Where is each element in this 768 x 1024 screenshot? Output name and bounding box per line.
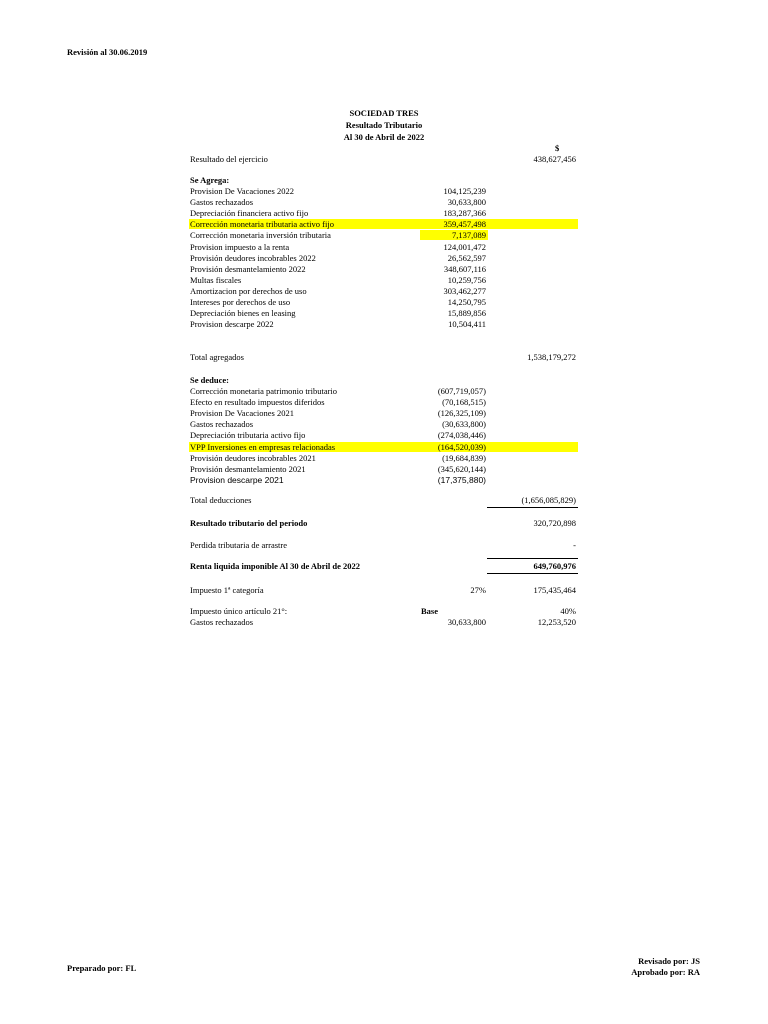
total-deducciones-value: (1,656,085,829) xyxy=(521,495,576,505)
agrega-item-value: 348,607,116 xyxy=(443,263,486,274)
revision-label: Revisión al 30.06.2019 xyxy=(67,47,148,57)
agrega-item-value: 14,250,795 xyxy=(447,297,486,307)
total-deducciones-rule xyxy=(487,507,578,508)
deduce-item-value: (164,520,039) xyxy=(437,441,486,452)
impuesto-unico-label: Impuesto único artículo 21°: xyxy=(190,606,288,616)
impuesto-unico-base: 30,633,800 xyxy=(447,617,486,627)
deduce-item-label: Depreciación tributaria activo fijo xyxy=(190,430,306,441)
renta-liquida-top-rule xyxy=(487,558,578,559)
total-agregados-label: Total agregados xyxy=(190,352,244,362)
agrega-item-value: 10,259,756 xyxy=(447,274,486,285)
resultado-tributario-label: Resultado tributario del periodo xyxy=(190,518,308,528)
deduce-item-label: Efecto en resultado impuestos diferidos xyxy=(190,397,325,408)
deduce-item-value: (607,719,057) xyxy=(437,386,486,396)
agrega-item-value: 183,287,366 xyxy=(443,208,486,219)
company-title: SOCIEDAD TRES xyxy=(349,108,419,118)
revisado-por: Revisado por: JS xyxy=(638,956,700,966)
currency-symbol: $ xyxy=(555,143,560,153)
deduce-item-value: (17,375,880) xyxy=(437,474,486,485)
agrega-item-label: Gastos rechazados xyxy=(190,197,254,208)
impuesto-unico-rate: 40% xyxy=(560,606,576,616)
deduce-item-label: Gastos rechazados xyxy=(190,419,254,430)
resultado-ejercicio-total: 438,627,456 xyxy=(533,154,576,164)
renta-liquida-value: 649,760,976 xyxy=(533,561,576,571)
base-label: Base xyxy=(421,606,438,616)
agrega-item-label: Corrección monetaria tributaria activo fijo xyxy=(190,219,334,230)
agrega-item-label: Intereses por derechos de uso xyxy=(190,297,291,307)
renta-liquida-bottom-rule xyxy=(487,573,578,574)
agrega-item-value: 10,504,411 xyxy=(448,319,486,330)
agrega-item-value: 26,562,597 xyxy=(447,252,486,263)
deduce-heading: Se deduce: xyxy=(190,375,229,385)
perdida-value: - xyxy=(573,540,576,550)
agrega-item-label: Amortizacion por derechos de uso xyxy=(190,285,307,296)
agrega-item-label: Corrección monetaria inversión tributaria xyxy=(190,230,331,241)
total-deducciones-label: Total deducciones xyxy=(190,495,252,505)
agrega-item-label: Provisión desmantelamiento 2022 xyxy=(190,263,306,274)
deduce-item-value: (274,038,446) xyxy=(437,430,486,441)
agrega-item-value: 303,462,277 xyxy=(443,285,486,296)
impuesto-unico-row-label: Gastos rechazados xyxy=(190,617,254,627)
agrega-item-value: 124,001,472 xyxy=(443,241,486,252)
agrega-item-value: 15,889,856 xyxy=(447,308,486,319)
preparado-por: Preparado por: FL xyxy=(67,963,137,973)
agrega-item-label: Multas fiscales xyxy=(190,274,242,285)
agrega-item-label: Provision De Vacaciones 2022 xyxy=(190,186,294,196)
deduce-item-label: Provisión deudores incobrables 2021 xyxy=(190,452,316,463)
agrega-item-value: 30,633,800 xyxy=(447,197,486,208)
deduce-item-value: (70,168,515) xyxy=(442,397,486,408)
agrega-item-value: 359,457,498 xyxy=(443,219,486,230)
resultado-ejercicio-label: Resultado del ejercicio xyxy=(190,154,268,164)
agrega-item-label: Provision descarpe 2022 xyxy=(190,319,274,330)
agrega-item-label: Depreciación financiera activo fijo xyxy=(190,208,309,219)
agrega-item-label: Provisión deudores incobrables 2022 xyxy=(190,252,316,263)
renta-liquida-label: Renta liquida imponible Al 30 de Abril de 2022 xyxy=(190,561,361,571)
deduce-item-value: (126,325,109) xyxy=(437,408,486,419)
deduce-item-value: (30,633,800) xyxy=(442,419,486,430)
agrega-item-value: 104,125,239 xyxy=(443,186,486,196)
deduce-item-value: (19,684,839) xyxy=(442,452,486,463)
aprobado-por: Aprobado por: RA xyxy=(631,967,700,977)
deduce-item-label: VPP Inversiones en empresas relacionadas xyxy=(190,441,336,452)
deduce-item-label: Corrección monetaria patrimonio tributario xyxy=(190,386,338,396)
perdida-label: Perdida tributaria de arrastre xyxy=(190,540,287,550)
agrega-item-label: Provision impuesto a la renta xyxy=(190,241,290,252)
total-agregados-value: 1,538,179,272 xyxy=(527,352,576,362)
impuesto-primera-rate: 27% xyxy=(470,585,486,595)
agrega-heading: Se Agrega: xyxy=(190,175,230,185)
impuesto-primera-value: 175,435,464 xyxy=(533,585,576,595)
impuesto-primera-label: Impuesto 1ª categoría xyxy=(190,585,264,595)
resultado-tributario-value: 320,720,898 xyxy=(533,518,576,528)
deduce-item-label: Provision descarpe 2021 xyxy=(190,474,284,485)
agrega-item-label: Depreciación bienes en leasing xyxy=(190,308,296,319)
report-date: Al 30 de Abril de 2022 xyxy=(343,132,425,142)
report-title: Resultado Tributario xyxy=(345,120,423,130)
deduce-item-value: (345,620,144) xyxy=(437,463,486,474)
deduce-item-label: Provisión desmantelamiento 2021 xyxy=(190,463,306,474)
impuesto-unico-value: 12,253,520 xyxy=(537,617,576,627)
deduce-item-label: Provision De Vacaciones 2021 xyxy=(190,408,294,419)
agrega-item-value: 7,137,089 xyxy=(452,230,486,241)
